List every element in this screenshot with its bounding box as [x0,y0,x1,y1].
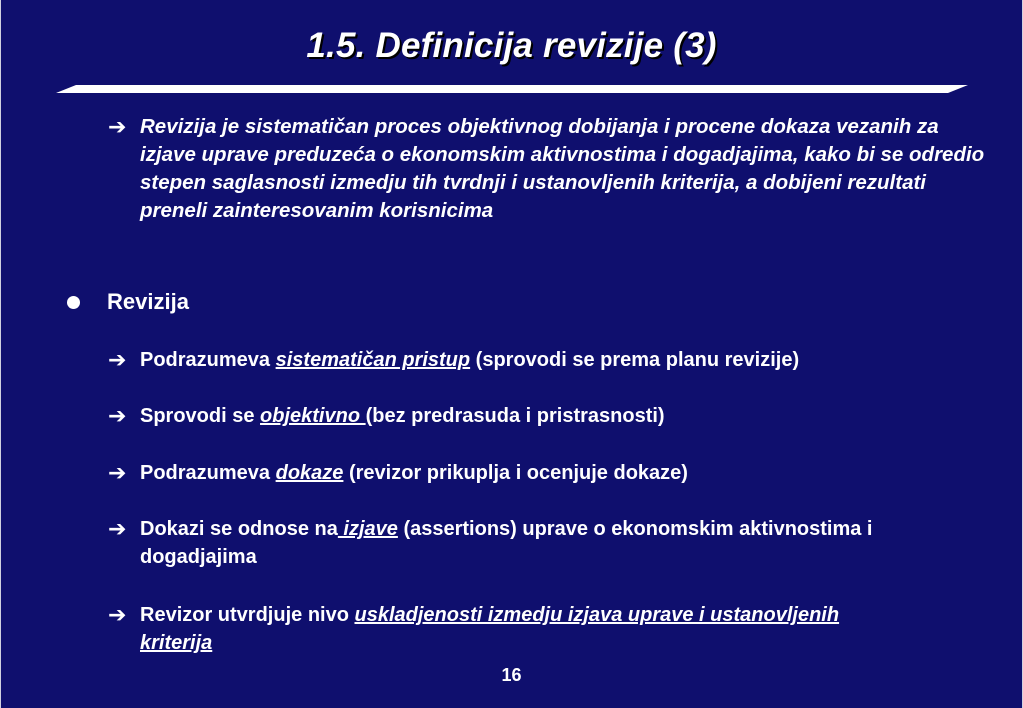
sub-item-emphasis: sistematičan pristup [275,349,471,371]
sub-item-emphasis: dokaze [275,462,344,484]
sub-item-text [140,459,990,487]
sub-item-text [140,515,900,571]
arrow-right-icon: ➔ [108,602,127,627]
title-divider [56,85,968,95]
arrow-right-icon: ➔ [108,114,127,139]
arrow-right-icon: ➔ [108,403,127,428]
sub-item-2 [108,402,990,430]
sub-item-post: (assertions) uprave o ekonomskim aktivnostima i dogadjajima [140,518,873,568]
bullet-dot-icon [67,296,80,309]
sub-item-post: (bez predrasuda i pristrasnosti) [365,405,665,427]
page-number: 16 [501,665,522,685]
sub-item-text [140,402,990,430]
sub-item-4 [108,515,900,571]
divider-bar [56,85,968,93]
arrow-right-icon: ➔ [108,347,127,372]
intro-text: Revizija je sistematičan proces objektivnog dobijanja i procene dokaza vezanih za izjave uprave preduzeća o ekonomskim aktivnostima i dogadjajima, kako bi se odredio stepen saglasnosti izmedju tih tvrdnji i ustanovljenih kriterija, a dobijeni rezultati preneli zainteresovanim korisnicima [140,115,985,222]
sub-item-pre: Sprovodi se [140,405,261,427]
sub-item-pre: Revizor utvrdjuje nivo [140,604,355,626]
arrow-right-icon: ➔ [108,460,127,485]
sub-item-pre: Podrazumeva [140,349,276,371]
sub-item-emphasis: izjave [337,518,398,540]
sub-item-pre: Podrazumeva [140,462,276,484]
sub-item-text [140,601,880,657]
arrow-right-icon: ➔ [108,516,127,541]
sub-item-emphasis: objektivno [260,405,366,427]
slide-title: 1.5. Definicija revizije (3) [306,26,717,65]
sub-item-pre: Dokazi se odnose na [140,518,338,540]
sub-item-text [140,346,990,374]
intro-item [108,113,990,225]
bullet-item [64,287,189,317]
sub-item-emphasis: uskladjenosti izmedju izjava uprave i ustanovljenih kriterija [140,604,840,654]
sub-item-3 [108,459,990,487]
sub-item-post: (revizor prikuplja i ocenjuje dokaze) [343,462,688,484]
bullet-label: Revizija [107,289,189,314]
sub-item-1 [108,346,990,374]
sub-item-post: (sprovodi se prema planu revizije) [470,349,800,371]
sub-item-5 [108,601,880,657]
